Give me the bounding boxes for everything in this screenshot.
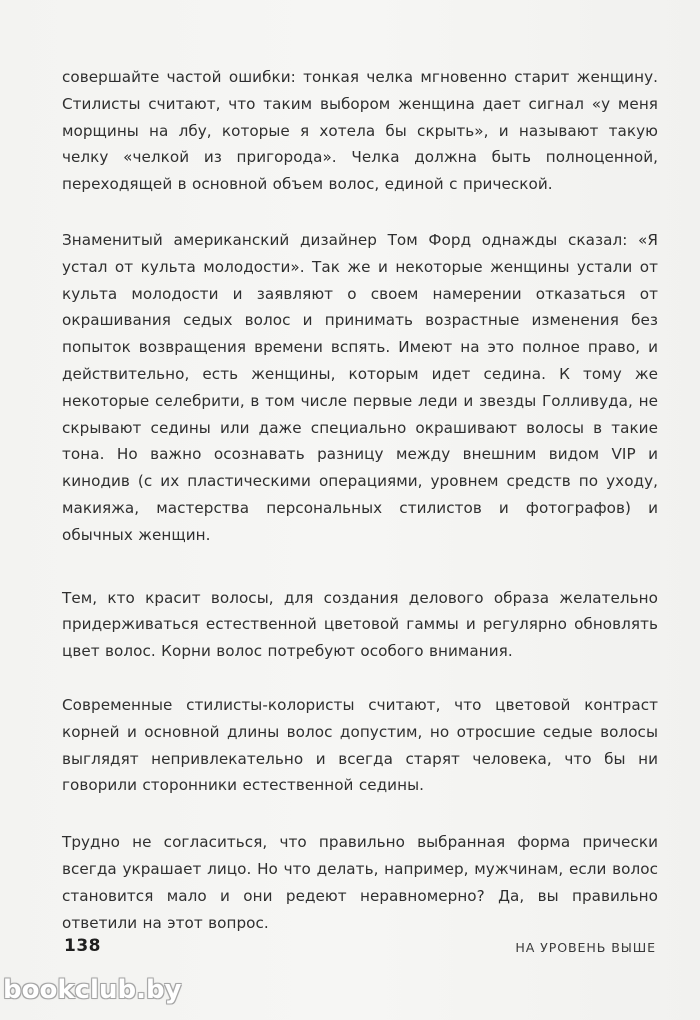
running-title: НА УРОВЕНЬ ВЫШЕ [515,940,656,955]
paragraph-3: Тем, кто красит волосы, для создания делового образа желательно придерживаться естественной цветовой гаммы и регулярно обновлять цвет волос. Корни волос потребуют особого внимания. [62,588,658,661]
paragraph-4: Современные стилисты-колористы считают, что цветовой контраст корней и основной длины волос допустим, но отросшие седые волосы выглядят непривлекательно и всегда старят человека, что бы ни говорили сторонники естественной седины. [62,695,658,795]
paragraph-5: Трудно не согласиться, что правильно выбранная форма прически всегда украшает лицо. Но что делать, например, мужчинам, если волос становится мало и они редеют неравномерно? Да, вы правильно ответили на этот вопрос. [62,833,658,932]
body-text [62,64,658,960]
page-number: 138 [64,936,101,956]
paragraph-1: совершайте частой ошибки: тонкая челка мгновенно старит женщину. Стилисты считают, что таким выбором женщина дает сигнал «у меня морщины на лбу, которые я хотела бы скрыть», и называют такую челку «челкой из пригорода». Челка должна быть полноценной, переходящей в основной объем волос, единой с прической. [62,68,658,194]
watermark: bookclub.by [3,975,182,1005]
paragraph-2: Знаменитый американский дизайнер Том Форд однажды сказал: «Я устал от культа молодости». Так же и некоторые женщины устали от культа молодости и заявляют о своем намерении отказаться от окрашивания седых волос и принимать возрастные изменения без попыток возвращения времени вспять. Имеют на это полное право, и действительно, есть женщины, которым идет седина. К тому же некоторые селебрити, в том числе первые леди и звезды Голливуда, не скрывают седины или даже специально окрашивают волосы в такие тона. Но важно осознавать разницу между внешним видом VIP и кинодив (с их пластическими операциями, уровнем средств по уходу, макияжа, мастерства персональных стилистов и фотографов) и обычных женщин. [62,230,658,544]
